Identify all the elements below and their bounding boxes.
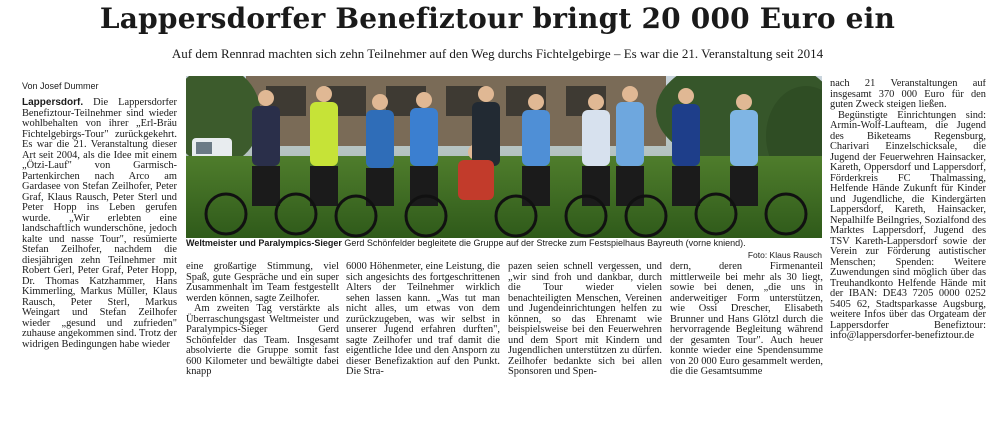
group-photo-image [186, 76, 822, 238]
article-column-6 [830, 79, 986, 434]
subheadline: Auf dem Rennrad machten sich zehn Teilnehmer auf den Weg durchs Fichtelgebirge – Es war die 21. Veranstaltung seit 2014 [171, 46, 824, 61]
column-text: nach 21 Veranstaltungen auf insgesamt 370 000 Euro für den guten Zweck steigen ließen. [830, 79, 986, 110]
column-text: eine großartige Stimmung, viel Spaß, gute Gespräche und ein super Zusammenhalt im Team festgestellt werden können, sagte Zeilhofer. [186, 262, 339, 304]
column-text: Die Lappersdorfer Benefiztour-Teilnehmer sind wieder wohlbehalten von ihrer „Erl-Bräu Fichtelgebirgs-Tour" zurückgekehrt. Es war die 21. Veranstaltung dieser Art seit 2004, als die Idee mit einem „Ötzi-Lauf" von Garmisch-Partenkirchen nach Arco am Gardasee von Stefan Zeilhofer, Peter Graf, Klaus Rausch, Peter Sterl und Peter Hopp ins Leben gerufen wurde. „Wir erlebten eine landschaftlich wunderschöne, jedoch kalte und nasse Tour", resümierte Stefan Zeilhofer, nachdem die diesjährigen zehn Teilnehmer mit Robert Gerl, Peter Graf, Peter Hopp, Dr. Thomas Katzhammer, Hans Kimmerling, Markus Müller, Klaus Rausch, Peter Sterl, Markus Weingart und Stefan Zeilhofer wieder „gesund und zufrieden" zuhause angekommen sind. Trotz der widrigen Bedingungen habe wieder [22, 98, 177, 350]
dateline: Lappersdorf. [22, 98, 84, 108]
article-column-5 [670, 262, 823, 434]
photo-credit: Foto: Klaus Rausch [742, 250, 822, 261]
column-text: 6000 Höhenmeter, eine Leistung, die sich angesichts des fortgeschrittenen Alters der Teilnehmer wirklich sehen lassen kann. „Was tut man nicht alles, um etwas von dem zurückzugeben, was wir selbst in unserer Jugend erfahren durften", sagte Zeilhofer und traf damit die eigentliche Idee und den Ansporn zu dieser Benefizaktion auf den Punkt. Die Stra- [346, 262, 500, 377]
caption-lead: Weltmeister und Paralympics-Sieger [186, 238, 342, 248]
caption-text: Gerd Schönfelder begleitete die Gruppe auf der Strecke zum Festspielhaus Bayreuth (vorne kniend). [341, 238, 746, 248]
column-text: pazen seien schnell vergessen, und „wir sind froh und dankbar, durch die Tour wieder vielen benachteiligten Menschen, Vereinen und Jugendeinrichtungen helfen zu können, so das Ehrenamt wie beispielsweise bei den Feuerwehren und dem Sport mit Kindern und Jugendlichen unterstützen zu dürfen. Zeilhofer bedankte sich bei allen Sponsoren und Spen- [508, 262, 662, 377]
article-column-2 [186, 262, 339, 434]
article-photo [186, 76, 822, 238]
headline: Lappersdorfer Benefiztour bringt 20 000 Euro ein [99, 2, 896, 35]
article-column-4 [508, 262, 662, 434]
article-column-1 [22, 98, 177, 434]
byline: Von Josef Dummer [22, 81, 99, 91]
article-column-3 [346, 262, 500, 434]
column-text: dern, deren Firmenanteil mittlerweile bei mehr als 30 liegt, sowie bei denen, „die uns in anderweitiger Form unterstützen, wie Ossi Drescher, Elisabeth Brunner und Hans Glötzl durch die hervorragende Begleitung während der gesamten Tour". Auch heuer konnte wieder eine Spendensumme von 20 000 Euro gesammelt werden, die die Gesamtsumme [670, 262, 823, 377]
column-text: Am zweiten Tag verstärkte als Überraschungsgast Weltmeister und Paralympics-Sieger Gerd Schönfelder das Team. Insgesamt absolvierte die Gruppe somit fast 600 Kilometer und bewältigte dabei knapp [186, 303, 339, 377]
column-text: Begünstigte Einrichtungen sind: Armin-Wolf-Laufteam, die Jugend des Biketeams Regensburg, Charivari Einzelschicksale, die Jugend der Feuerwehren Hainsacker, Kareth, Oppersdorf und Lappersdorf, Förderkreis FC Thalmassing, Helfende Hände Zukunft für Kinder und Jugendliche, die Kindergärten Lappersdorf, Kareth, Hainsacker, Nepalhilfe Beilngries, Sozialfond des Marktes Lappersdorf, Jugend des TSV Kareth-Lappersdorf sowie der Verein zur Förderung autistischer Menschen; Spenden: Weitere Zuwendungen sind möglich über das Treuhandkonto Helfende Hände mit der IBAN: DE43 7205 0000 0252 5405 62, Stadtsparkasse Augsburg, weitere Infos über das Orgateam der Lappersdorfer Benefiztour: info@lappersdorfer-benefiztour.de [830, 109, 986, 341]
photo-caption [186, 238, 822, 260]
